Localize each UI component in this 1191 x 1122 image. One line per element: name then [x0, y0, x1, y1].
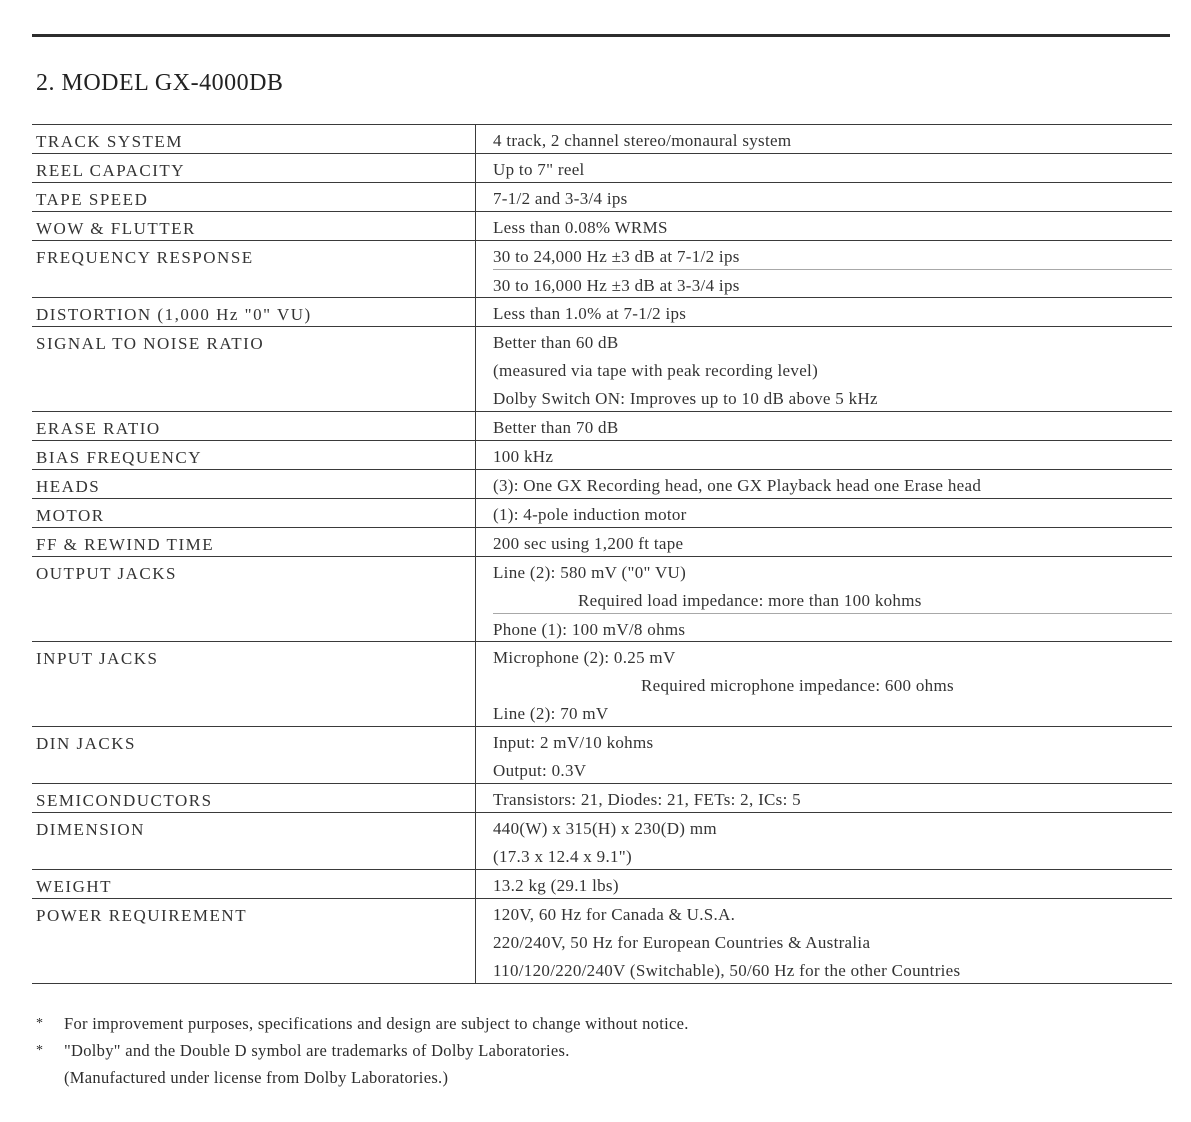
- spec-value-line: 110/120/220/240V (Switchable), 50/60 Hz for the other Countries: [493, 961, 961, 980]
- spec-value-line: Transistors: 21, Diodes: 21, FETs: 2, ICs: 5: [493, 790, 801, 809]
- spec-value: [476, 183, 1173, 212]
- spec-row: [32, 183, 1172, 212]
- spec-label: WEIGHT: [32, 870, 476, 899]
- spec-value: [476, 528, 1173, 557]
- spec-row: [32, 727, 1172, 784]
- spec-value-line: 30 to 24,000 Hz ±3 dB at 7-1/2 ips: [493, 247, 740, 266]
- spec-value-line: 100 kHz: [493, 447, 554, 466]
- footnote-line: "Dolby" and the Double D symbol are trademarks of Dolby Laboratories.: [64, 1041, 570, 1060]
- spec-value-line: 220/240V, 50 Hz for European Countries & Australia: [493, 933, 871, 952]
- spec-label: INPUT JACKS: [32, 642, 476, 727]
- footnotes: [36, 1010, 1136, 1091]
- spec-label: REEL CAPACITY: [32, 154, 476, 183]
- spec-row: [32, 642, 1172, 727]
- spec-label: ERASE RATIO: [32, 412, 476, 441]
- spec-value-line: 200 sec using 1,200 ft tape: [493, 534, 684, 553]
- spec-row: [32, 870, 1172, 899]
- spec-value-line: 13.2 kg (29.1 lbs): [493, 876, 619, 895]
- spec-row: [32, 528, 1172, 557]
- spec-value-line: (1): 4-pole induction motor: [493, 505, 687, 524]
- footnote-asterisk: *: [36, 1016, 44, 1031]
- spec-value-line: 30 to 16,000 Hz ±3 dB at 3-3/4 ips: [493, 269, 1172, 297]
- spec-row: [32, 241, 1172, 298]
- spec-value-line: Line (2): 580 mV ("0" VU): [493, 563, 687, 582]
- spec-row: [32, 557, 1172, 642]
- spec-table-body: [32, 125, 1172, 984]
- spec-row: [32, 499, 1172, 528]
- spec-row: [32, 327, 1172, 412]
- spec-row: [32, 813, 1172, 870]
- spec-value: [476, 470, 1173, 499]
- spec-value-line: (17.3 x 12.4 x 9.1"): [493, 847, 633, 866]
- footnote-asterisk: *: [36, 1043, 44, 1058]
- spec-value-line: (measured via tape with peak recording level): [493, 361, 819, 380]
- spec-label: OUTPUT JACKS: [32, 557, 476, 642]
- spec-label: FF & REWIND TIME: [32, 528, 476, 557]
- spec-value: [476, 642, 1173, 727]
- spec-value-line: Phone (1): 100 mV/8 ohms: [493, 613, 1172, 641]
- spec-label: TRACK SYSTEM: [32, 125, 476, 154]
- spec-value: [476, 154, 1173, 183]
- footnote-line: For improvement purposes, specifications and design are subject to change without notice.: [64, 1014, 689, 1033]
- spec-label: SEMICONDUCTORS: [32, 784, 476, 813]
- spec-value: [476, 499, 1173, 528]
- spec-label: POWER REQUIREMENT: [32, 899, 476, 984]
- spec-value: [476, 727, 1173, 784]
- spec-value-line: Less than 0.08% WRMS: [493, 218, 668, 237]
- spec-value-line: 120V, 60 Hz for Canada & U.S.A.: [493, 905, 736, 924]
- spec-value-line: Microphone (2): 0.25 mV: [493, 648, 676, 667]
- spec-row: [32, 298, 1172, 327]
- spec-label: BIAS FREQUENCY: [32, 441, 476, 470]
- top-rule: [32, 34, 1170, 37]
- spec-value: [476, 784, 1173, 813]
- spec-value-line: 7-1/2 and 3-3/4 ips: [493, 189, 628, 208]
- spec-value: [476, 241, 1173, 298]
- section-title: 2. MODEL GX-4000DB: [36, 70, 284, 96]
- spec-table: [32, 124, 1172, 984]
- spec-label: DIN JACKS: [32, 727, 476, 784]
- spec-value-line: Up to 7" reel: [493, 160, 585, 179]
- footnote: [36, 1037, 1136, 1091]
- spec-label: DIMENSION: [32, 813, 476, 870]
- spec-value: [476, 557, 1173, 642]
- spec-value-line: Required microphone impedance: 600 ohms: [641, 676, 954, 695]
- spec-row: [32, 470, 1172, 499]
- spec-value-line: Input: 2 mV/10 kohms: [493, 733, 654, 752]
- spec-value-line: Better than 70 dB: [493, 418, 619, 437]
- spec-value: [476, 813, 1173, 870]
- spec-value: [476, 899, 1173, 984]
- spec-label: DISTORTION (1,000 Hz "0" VU): [32, 298, 476, 327]
- spec-row: [32, 154, 1172, 183]
- spec-label: HEADS: [32, 470, 476, 499]
- spec-value-line: 440(W) x 315(H) x 230(D) mm: [493, 819, 717, 838]
- footnote-text: [64, 1010, 1136, 1037]
- spec-label: SIGNAL TO NOISE RATIO: [32, 327, 476, 412]
- spec-row: [32, 125, 1172, 154]
- spec-row: [32, 784, 1172, 813]
- spec-value-line: Required load impedance: more than 100 kohms: [578, 591, 922, 610]
- spec-row: [32, 212, 1172, 241]
- spec-value-line: Line (2): 70 mV: [493, 704, 609, 723]
- footnote-line: (Manufactured under license from Dolby Laboratories.): [64, 1068, 449, 1087]
- spec-value: [476, 441, 1173, 470]
- spec-label: FREQUENCY RESPONSE: [32, 241, 476, 298]
- spec-value: [476, 870, 1173, 899]
- spec-value: [476, 412, 1173, 441]
- spec-value: [476, 125, 1173, 154]
- spec-label: WOW & FLUTTER: [32, 212, 476, 241]
- spec-value: [476, 327, 1173, 412]
- spec-value-line: 4 track, 2 channel stereo/monaural system: [493, 131, 792, 150]
- spec-value-line: Better than 60 dB: [493, 333, 619, 352]
- spec-value-line: Dolby Switch ON: Improves up to 10 dB above 5 kHz: [493, 389, 878, 408]
- spec-label: MOTOR: [32, 499, 476, 528]
- spec-value-line: Output: 0.3V: [493, 761, 587, 780]
- spec-value-line: (3): One GX Recording head, one GX Playback head one Erase head: [493, 476, 982, 495]
- footnote: [36, 1010, 1136, 1037]
- spec-value-line: Less than 1.0% at 7-1/2 ips: [493, 304, 687, 323]
- spec-row: [32, 899, 1172, 984]
- spec-value: [476, 298, 1173, 327]
- spec-value: [476, 212, 1173, 241]
- footnote-text: [64, 1037, 1136, 1091]
- spec-row: [32, 441, 1172, 470]
- spec-row: [32, 412, 1172, 441]
- spec-label: TAPE SPEED: [32, 183, 476, 212]
